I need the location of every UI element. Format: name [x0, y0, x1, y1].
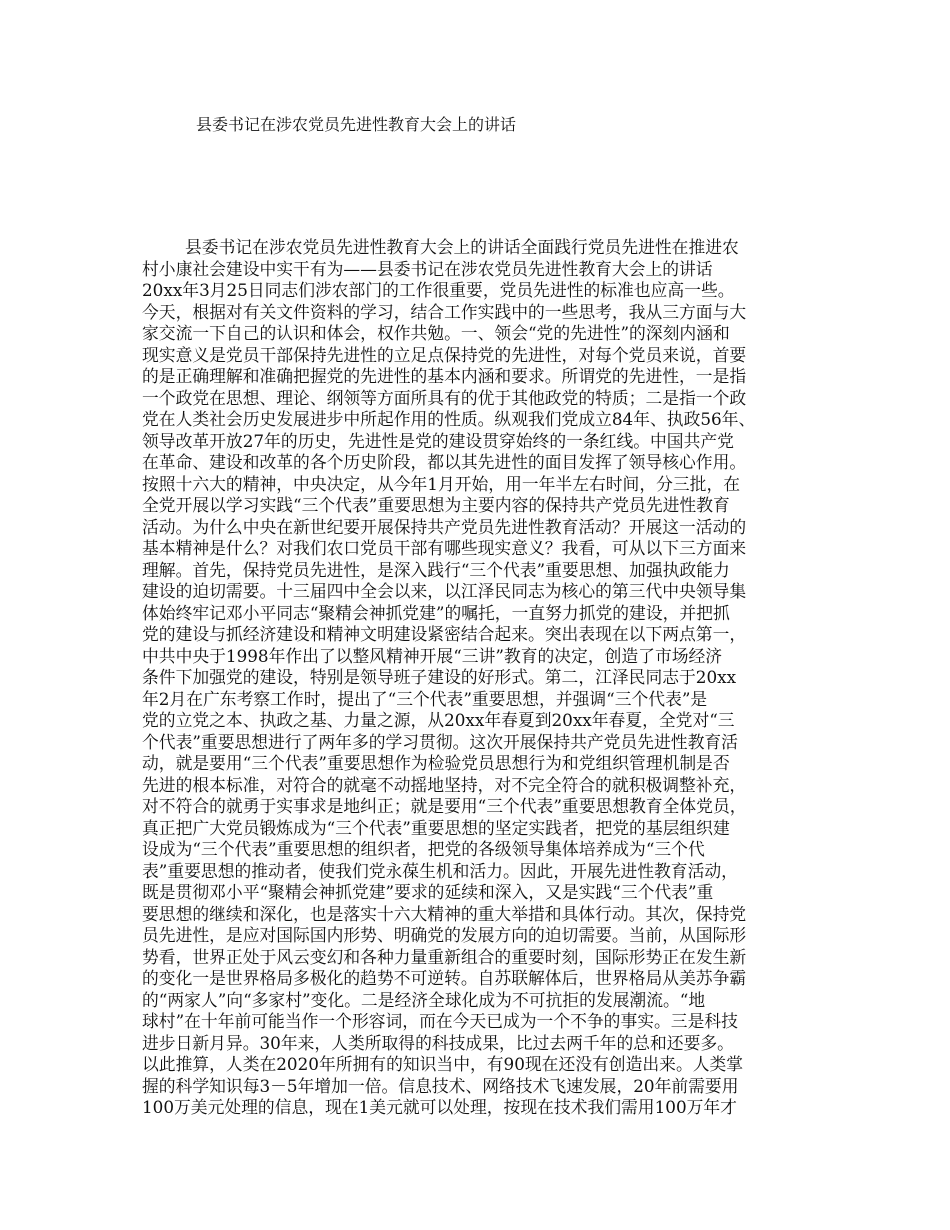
- paragraph-line: 党的建设与抓经济建设和精神文明建设紧密结合起来。突出表现在以下两点第一，: [142, 624, 747, 644]
- paragraph-line: 基本精神是什么？对我们农口党员干部有哪些现实意义？我看，可从以下三方面来: [142, 538, 747, 558]
- paragraph-line: 党的立党之本、执政之基、力量之源，从20xx年春夏到20xx年春夏，全党对“三: [142, 710, 735, 730]
- paragraph-line: 中共中央于1998年作出了以整风精神开展“三讲”教育的决定，创造了市场经济: [142, 645, 723, 666]
- paragraph-line: 既是贯彻邓小平“聚精会神抓党建”要求的延续和深入，又是实践“三个代表”重: [142, 882, 714, 902]
- document-body: [142, 237, 832, 1119]
- paragraph-line: 活动。为什么中央在新世纪要开展保持共产党员先进性教育活动？开展这一活动的: [142, 516, 747, 537]
- paragraph-line: 势看，世界正处于风云变幻和各种力量重新组合的重要时刻，国际形势正在发生新: [142, 946, 747, 967]
- paragraph-line: 球村”在十年前可能当作一个形容词，而在今天已成为一个不争的事实。三是科技: [142, 1011, 738, 1031]
- paragraph-line: 要思想的继续和深化，也是落实十六大精神的重大举措和具体行动。其次，保持党: [142, 903, 747, 924]
- paragraph-line: 100万美元处理的信息，现在1美元就可以处理，按现在技术我们需用100万年才: [142, 1097, 737, 1117]
- paragraph-line: 党在人类社会历史发展进步中所起作用的性质。纵观我们党成立84年、执政56年、: [142, 409, 756, 429]
- paragraph-line: 按照十六大的精神，中央决定，从今年1月开始，用一年半左右时间，分三批，在: [142, 473, 741, 494]
- paragraph-line: 建设的迫切需要。十三届四中全会以来，以江泽民同志为核心的第三代中央领导集: [142, 581, 747, 601]
- paragraph-line: 条件下加强党的建设，特别是领导班子建设的好形式。第二，江泽民同志于20xx: [142, 667, 737, 687]
- paragraph-line: 村小康社会建设中实干有为——县委书记在涉农党员先进性教育大会上的讲话: [142, 258, 713, 279]
- paragraph-line: 理解。首先，保持党员先进性，是深入践行“三个代表”重要思想、加强执政能力: [142, 559, 730, 580]
- paragraph-line: 年2月在广东考察工作时，提出了“三个代表”重要思想，并强调“三个代表”是: [142, 688, 708, 709]
- paragraph-line: 家交流一下自己的认识和体会，权作共勉。一、领会“党的先进性”的深刻内涵和: [142, 323, 730, 343]
- paragraph-line: 员先进性，是应对国际国内形势、明确党的发展方向的迫切需要。当前，从国际形: [142, 925, 747, 945]
- paragraph-line: 现实意义是党员干部保持先进性的立足点保持党的先进性，对每个党员来说，首要: [142, 344, 747, 365]
- paragraph-line: 动，就是要用“三个代表”重要思想作为检验党员思想行为和党组织管理机制是否: [142, 753, 730, 773]
- paragraph-line: 体始终牢记邓小平同志“聚精会神抓党建”的嘱托，一直努力抓党的建设，并把抓: [142, 602, 730, 623]
- paragraph-line: 的是正确理解和准确把握党的先进性的基本内涵和要求。所谓党的先进性，一是指: [142, 366, 747, 386]
- paragraph-line: 一个政党在思想、理论、纲领等方面所具有的优于其他政党的特质；二是指一个政: [142, 387, 747, 408]
- paragraph-line: 全党开展以学习实践“三个代表”重要思想为主要内容的保持共产党员先进性教育: [142, 495, 730, 515]
- paragraph-line: 设成为“三个代表”重要思想的组织者，把党的各级领导集体培养成为“三个代: [142, 839, 705, 859]
- paragraph-line: 20xx年3月25日同志们涉农部门的工作很重要，党员先进性的标准也应高一些。: [142, 280, 735, 300]
- paragraph-line: 的“两家人”向“多家村”变化。二是经济全球化成为不可抗拒的发展潮流。“地: [142, 989, 706, 1010]
- paragraph-line: 今天，根据对有关文件资料的学习，结合工作实践中的一些思考，我从三方面与大: [142, 301, 747, 322]
- paragraph-line: 个代表”重要思想进行了两年多的学习贯彻。这次开展保持共产党员先进性教育活: [142, 731, 738, 752]
- paragraph-line: 进步日新月异。30年来，人类所取得的科技成果，比过去两千年的总和还要多。: [142, 1032, 734, 1053]
- paragraph-line: 领导改革开放27年的历史，先进性是党的建设贯穿始终的一条红线。中国共产党: [142, 430, 734, 451]
- document-title: 县委书记在涉农党员先进性教育大会上的讲话: [196, 115, 517, 134]
- paragraph-line: 真正把广大党员锻炼成为“三个代表”重要思想的坚定实践者，把党的基层组织建: [142, 817, 730, 838]
- paragraph-line: 以此推算，人类在2020年所拥有的知识当中，有90现在还没有创造出来。人类掌: [142, 1054, 744, 1074]
- paragraph-line: 表”重要思想的推动者，使我们党永葆生机和活力。因此，开展先进性教育活动，: [142, 860, 738, 881]
- paragraph-line: 握的科学知识每3－5年增加一倍。信息技术、网络技术飞速发展，20年前需要用: [142, 1075, 739, 1096]
- paragraph-line: 在革命、建设和改革的各个历史阶段，都以其先进性的面目发挥了领导核心作用。: [142, 452, 747, 472]
- paragraph-line: 县委书记在涉农党员先进性教育大会上的讲话全面践行党员先进性在推进农: [185, 237, 739, 257]
- paragraph-line: 的变化一是世界格局多极化的趋势不可逆转。自苏联解体后，世界格局从美苏争霸: [142, 968, 747, 988]
- paragraph-line: 对不符合的就勇于实事求是地纠正；就是要用“三个代表”重要思想教育全体党员，: [142, 796, 747, 816]
- paragraph-line: 先进的根本标准，对符合的就毫不动摇地坚持，对不完全符合的就积极调整补充，: [142, 774, 747, 795]
